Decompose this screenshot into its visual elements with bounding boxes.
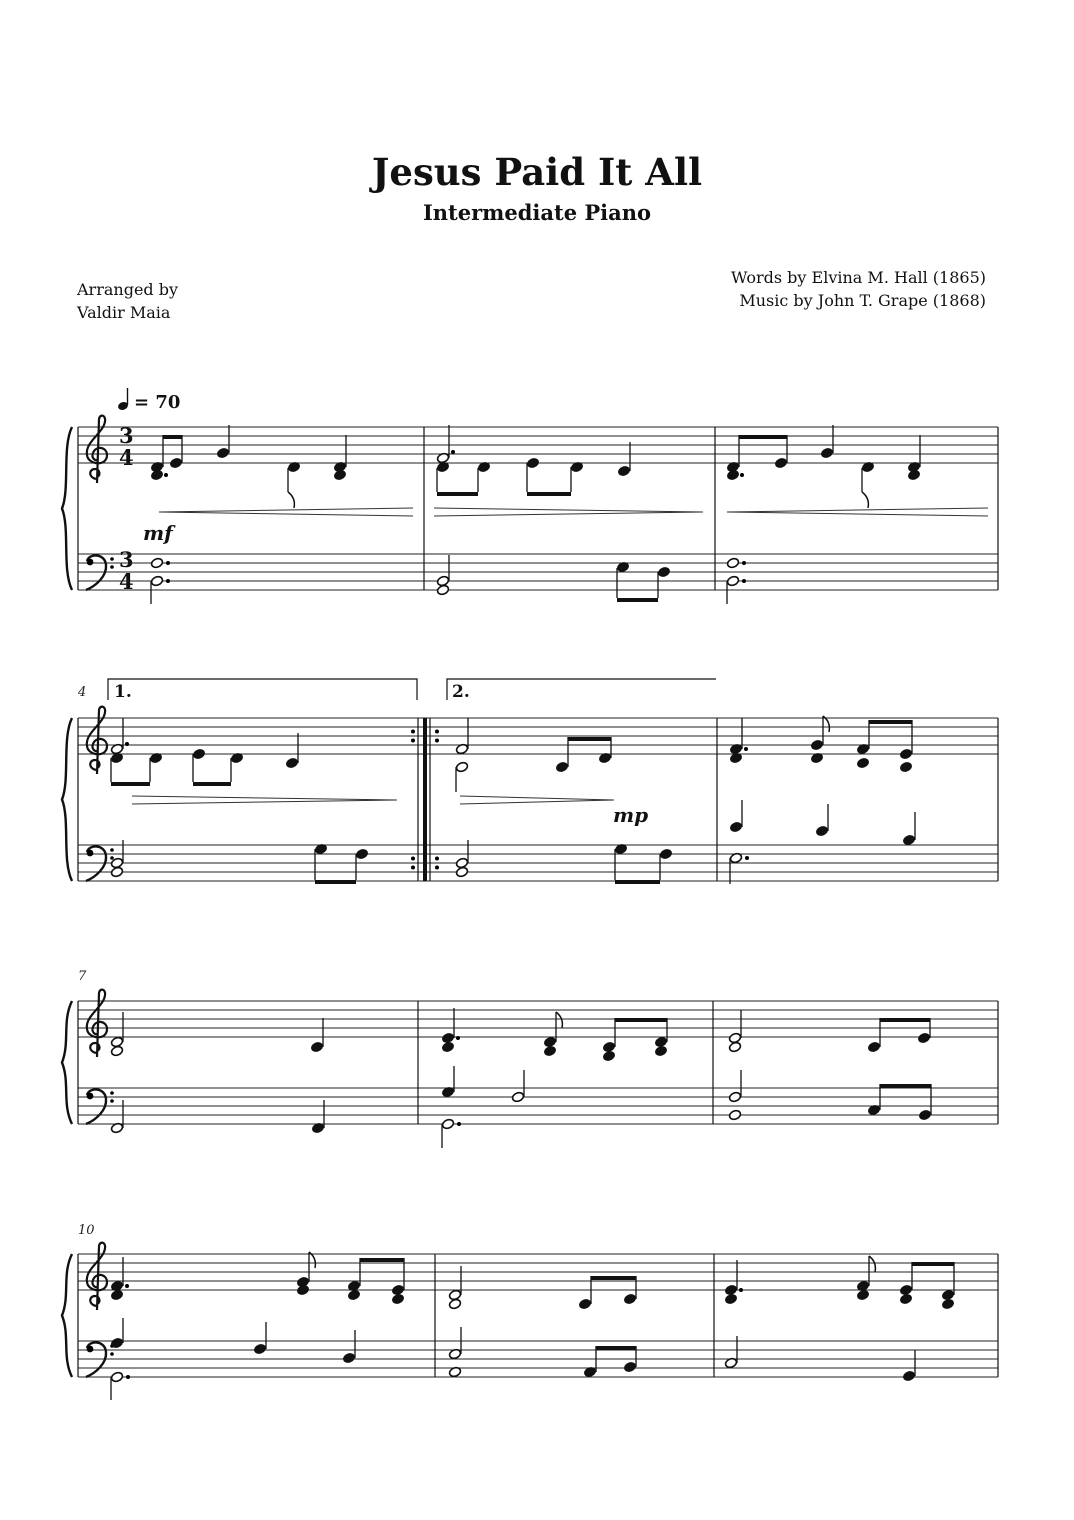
flag [862, 492, 868, 508]
half-note-head [441, 1118, 454, 1130]
beam [615, 1018, 667, 1022]
note-head [774, 457, 787, 469]
treble-clef-icon [87, 990, 107, 1057]
note-head [902, 834, 915, 846]
note-head [815, 825, 828, 837]
flag [288, 492, 294, 508]
beam [591, 1276, 636, 1280]
bass-clef-icon [110, 1091, 114, 1095]
treble-clef-icon [87, 1243, 107, 1310]
bass-clef-icon [110, 557, 114, 561]
augmentation-dot [435, 857, 439, 861]
decrescendo [132, 800, 397, 804]
credit-line: Words by Elvina M. Hall (1865) [731, 268, 986, 287]
tempo-marking [117, 388, 180, 413]
note-head [724, 1293, 737, 1305]
note-head [602, 1050, 615, 1062]
augmentation-dot [411, 739, 415, 743]
augmentation-dot [745, 856, 749, 860]
beam [111, 782, 150, 786]
note-head [623, 1361, 636, 1373]
note-head [355, 848, 368, 860]
note-head [253, 1343, 266, 1355]
note-head [659, 848, 672, 860]
note-head [110, 1289, 123, 1301]
augmentation-dot [166, 579, 170, 583]
note-head [856, 1289, 869, 1301]
half-note-head [455, 761, 468, 773]
augmentation-dot [411, 866, 415, 870]
bass-clef-icon [87, 559, 94, 566]
augmentation-dot [125, 1284, 129, 1288]
bass-clef-icon [87, 850, 94, 857]
decrescendo [460, 796, 614, 800]
augmentation-dot [451, 450, 455, 454]
note-head [391, 1284, 404, 1296]
note-head [856, 757, 869, 769]
note-head [391, 1293, 404, 1305]
note-head [333, 469, 346, 481]
volta-bracket [108, 679, 417, 700]
bass-clef-icon [87, 1093, 94, 1100]
note-head [657, 566, 670, 578]
half-note-head [150, 575, 163, 587]
augmentation-dot [739, 1288, 743, 1292]
volta-bracket [447, 679, 716, 700]
augmentation-dot [411, 730, 415, 734]
note-head [347, 1289, 360, 1301]
beam [527, 492, 571, 496]
augmentation-dot [435, 866, 439, 870]
note-head [899, 761, 912, 773]
page-subtitle: Intermediate Piano [422, 200, 652, 225]
half-note-head [728, 1109, 741, 1121]
brace-icon [62, 718, 72, 881]
beam [437, 492, 478, 496]
beam [193, 782, 231, 786]
bass-clef-icon [110, 848, 114, 852]
credit-line: Music by John T. Grape (1868) [739, 291, 986, 310]
note-head [902, 1370, 915, 1382]
half-note-head [728, 1091, 741, 1103]
time-sig-bottom-treble: 4 [119, 445, 134, 470]
brace-icon [62, 427, 72, 590]
tempo-value: = 70 [134, 392, 181, 413]
half-note-head [436, 584, 449, 596]
beam [163, 435, 182, 439]
augmentation-dot [457, 1122, 461, 1126]
bass-clef-icon [110, 1352, 114, 1356]
note-head [729, 821, 742, 833]
volta-1-label: 1. [114, 682, 132, 702]
note-head [216, 447, 229, 459]
augmentation-dot [744, 747, 748, 751]
augmentation-dot [435, 730, 439, 734]
note-head [917, 1032, 930, 1044]
note-head [941, 1289, 954, 1301]
decrescendo [434, 508, 703, 512]
note-head [899, 1284, 912, 1296]
brace-icon [62, 1001, 72, 1124]
note-head [654, 1036, 667, 1048]
volta-2-label: 2. [452, 682, 470, 702]
dynamic-mf: mf [143, 521, 173, 545]
note-head [602, 1041, 615, 1053]
arranger-line: Arranged by [77, 280, 179, 299]
bass-clef-icon [110, 1099, 114, 1103]
note-head [899, 1293, 912, 1305]
hairpin [727, 508, 988, 512]
augmentation-dot [411, 857, 415, 861]
augmentation-dot [126, 1375, 130, 1379]
note-head [150, 469, 163, 481]
beam [869, 720, 912, 724]
measure-number: 4 [78, 685, 87, 700]
beam [596, 1346, 636, 1350]
half-note-head [455, 866, 468, 878]
beam [615, 880, 660, 884]
half-note-head [728, 1041, 741, 1053]
notation-drawing [62, 416, 998, 1400]
note-head [285, 757, 298, 769]
augmentation-dot [742, 579, 746, 583]
hairpin [727, 512, 988, 516]
decrescendo [132, 796, 397, 800]
beam [568, 737, 611, 741]
measure-number: 10 [78, 1223, 95, 1238]
note-head [623, 1293, 636, 1305]
note-head [543, 1036, 556, 1048]
half-note-head [726, 557, 739, 569]
half-note-head [511, 1091, 524, 1103]
bass-clef-icon [110, 856, 114, 860]
note-head [441, 1032, 454, 1044]
augmentation-dot [742, 561, 746, 565]
bass-clef-icon [110, 565, 114, 569]
dynamic-mp: mp [613, 803, 649, 827]
augmentation-dot [125, 742, 129, 746]
note-head [169, 457, 182, 469]
beam [880, 1084, 931, 1088]
note-head [810, 739, 823, 751]
half-note-head [150, 557, 163, 569]
time-sig-bottom-bass: 4 [119, 569, 134, 594]
bass-clef-icon [87, 1346, 94, 1353]
brace-icon [62, 1254, 72, 1377]
note-head [654, 1045, 667, 1057]
note-head [578, 1298, 591, 1310]
beam [360, 1258, 404, 1262]
flag [556, 1012, 562, 1028]
decrescendo [460, 800, 614, 804]
note-head [526, 457, 539, 469]
time-sig-top-bass: 3 [119, 547, 134, 572]
note-head [899, 748, 912, 760]
hairpin [159, 512, 413, 516]
note-head [192, 748, 205, 760]
half-note-head [110, 1045, 123, 1057]
treble-clef-icon [87, 416, 107, 483]
note-head [918, 1109, 931, 1121]
note-head [726, 469, 739, 481]
hairpin [159, 508, 413, 512]
half-note-head [726, 575, 739, 587]
note-head [820, 447, 833, 459]
time-sig-top-treble: 3 [119, 423, 134, 448]
note-head [555, 761, 568, 773]
treble-clef-icon [87, 707, 107, 774]
note-head [543, 1045, 556, 1057]
arranger-line: Valdir Maia [77, 303, 171, 322]
note-head [724, 1284, 737, 1296]
augmentation-dot [456, 1036, 460, 1040]
note-head [310, 1041, 323, 1053]
augmentation-dot [164, 473, 168, 477]
note-head [941, 1298, 954, 1310]
half-note-head [448, 1298, 461, 1310]
half-note-head [110, 866, 123, 878]
page-title: Jesus Paid It All [371, 150, 703, 194]
beam [739, 435, 787, 439]
half-note-head [110, 1371, 123, 1383]
beam [617, 598, 658, 602]
beam [912, 1262, 954, 1266]
augmentation-dot [435, 739, 439, 743]
beam [315, 880, 356, 884]
flag [869, 1256, 875, 1272]
note-head [617, 465, 630, 477]
augmentation-dot [166, 561, 170, 565]
note-head [441, 1041, 454, 1053]
note-head [342, 1352, 355, 1364]
beam [880, 1018, 930, 1022]
decrescendo [434, 512, 703, 516]
augmentation-dot [740, 473, 744, 477]
note-head [296, 1284, 309, 1296]
measure-number: 7 [78, 969, 87, 984]
note-head [867, 1041, 880, 1053]
note-head [907, 469, 920, 481]
